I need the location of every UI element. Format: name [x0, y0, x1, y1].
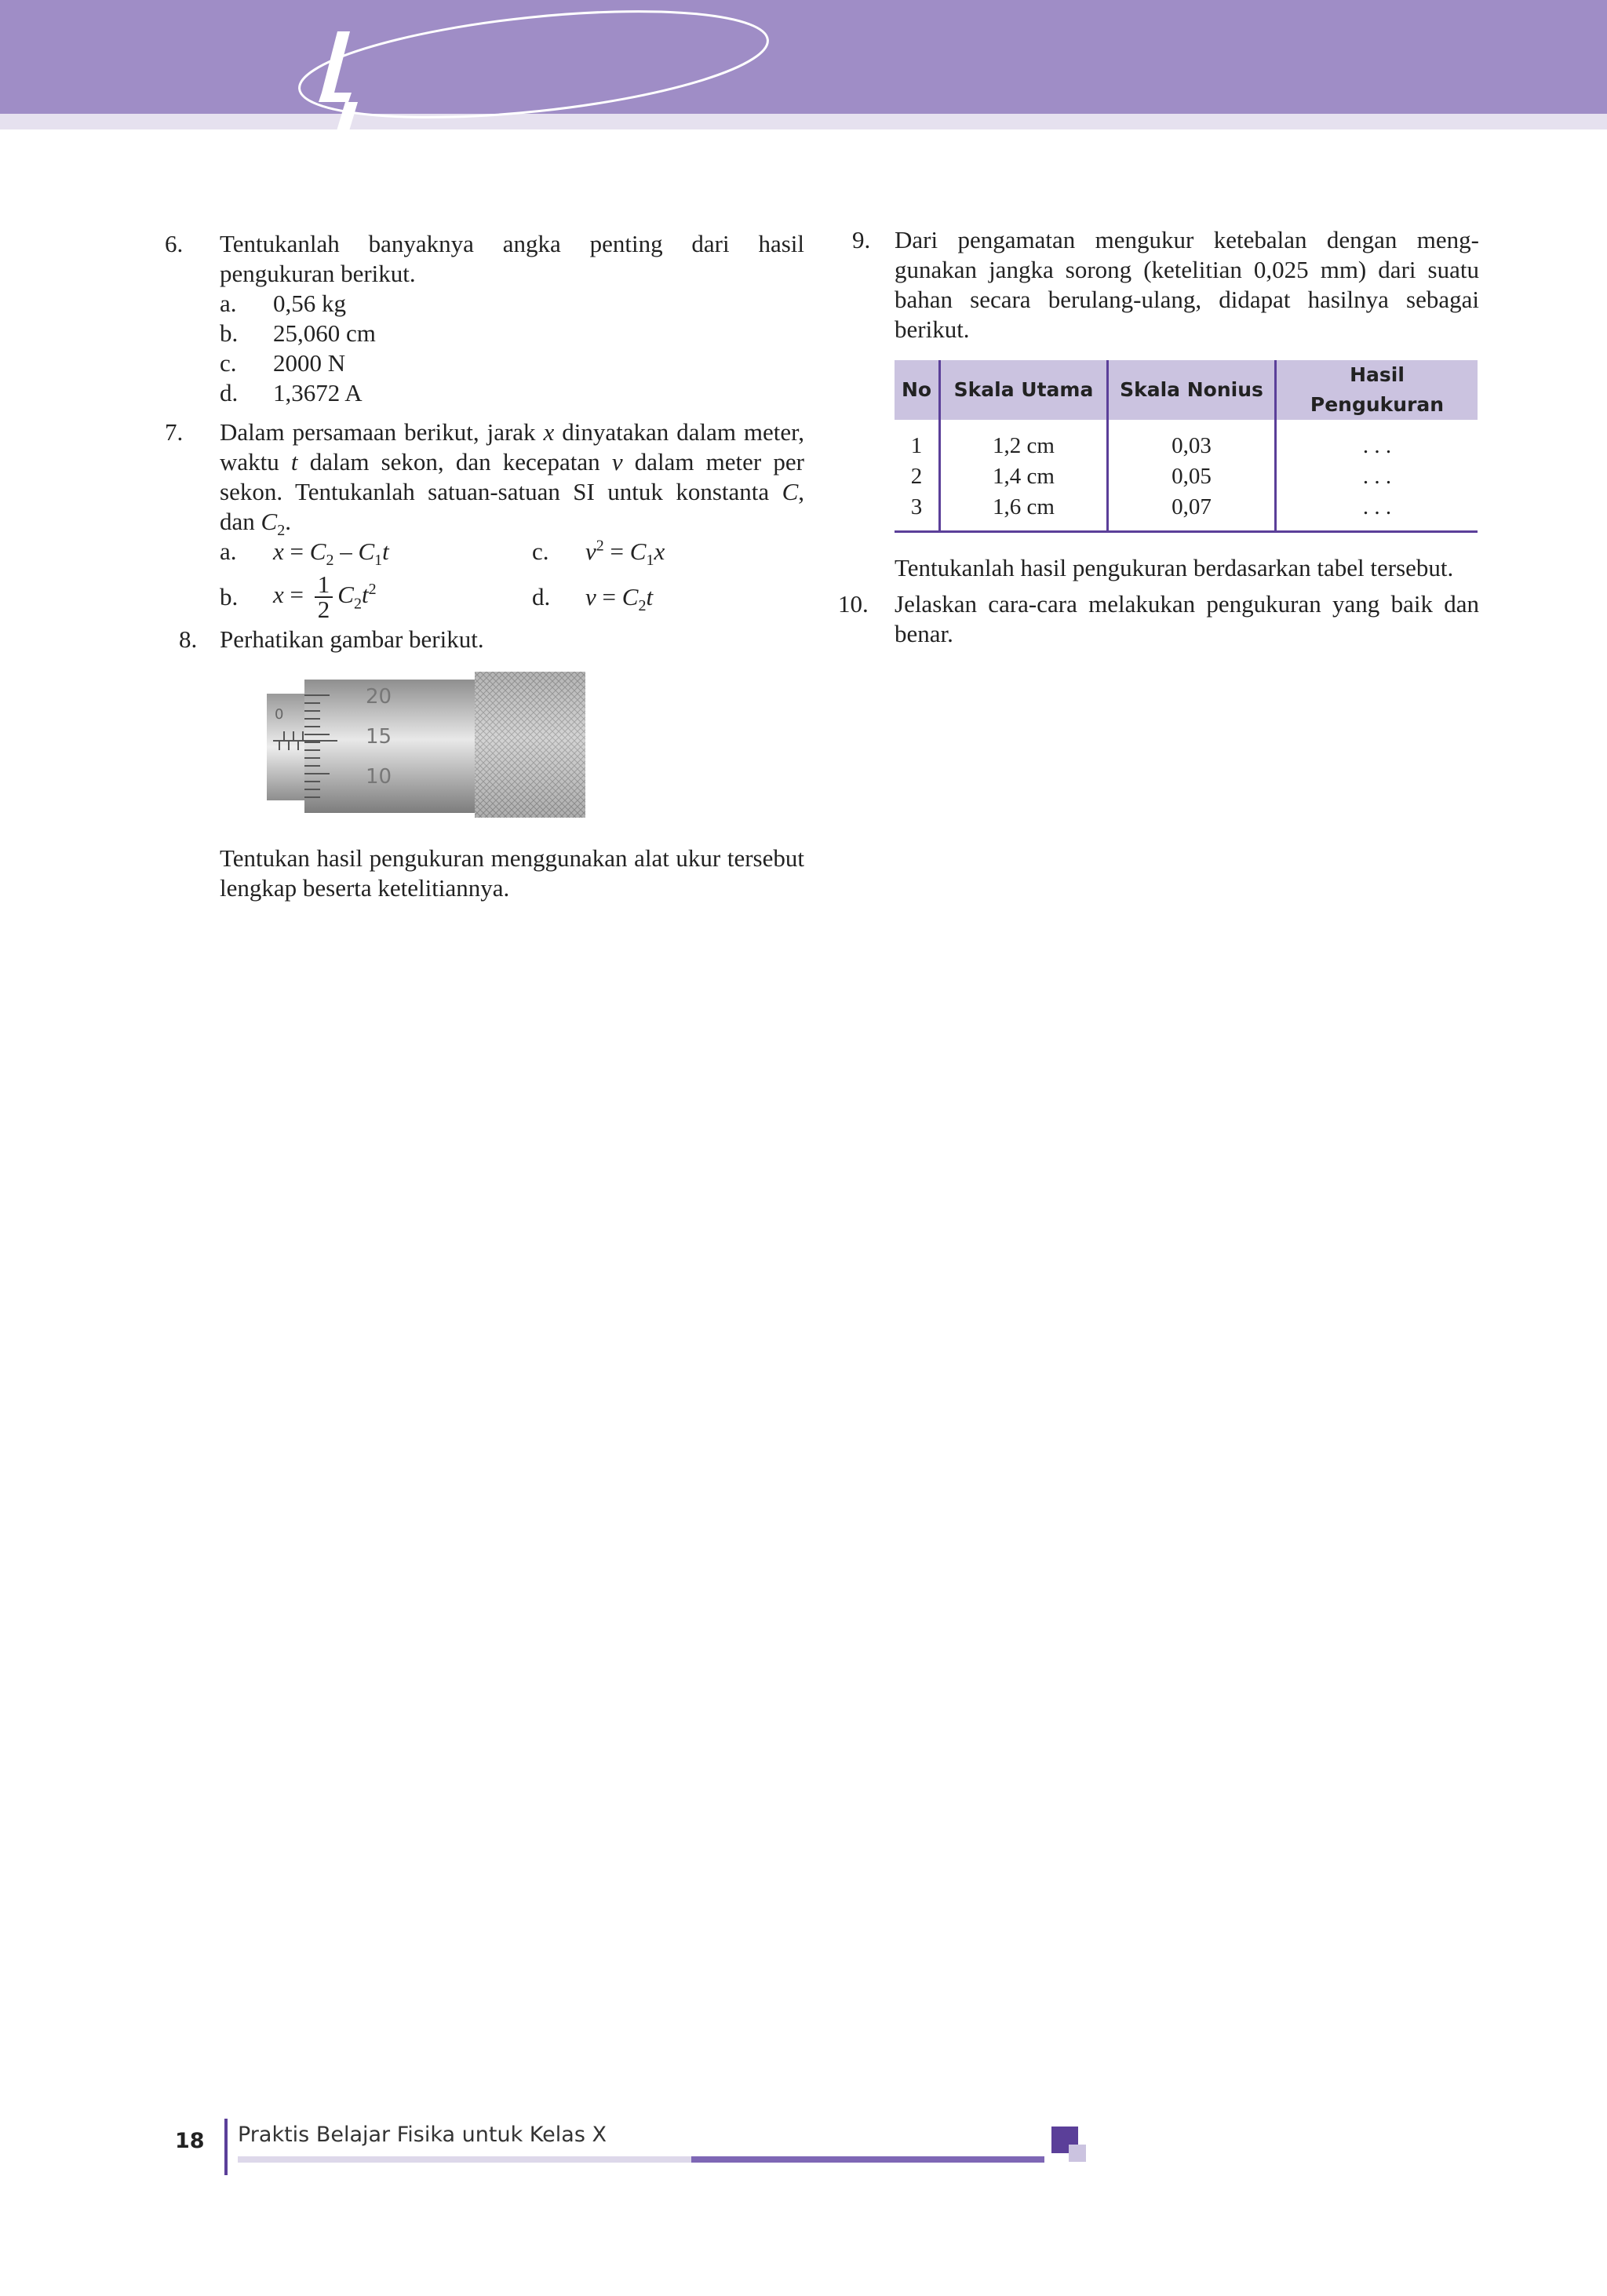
option-item: a. 0,56 kg [220, 290, 346, 317]
option-item: d. 1,3672 A [220, 379, 363, 406]
question-number: 10. [838, 590, 869, 618]
option-item: b. 25,060 cm [220, 319, 376, 347]
table-header-cell: Skala Utama [940, 360, 1108, 420]
equation: x = $\frac{1}{2}$ $C_2t^2$ [273, 570, 377, 623]
scale-label: 10 [366, 765, 392, 789]
equation-option-b: b. x = $\frac{1}{2}$ $C_2t^2$ [220, 570, 377, 623]
question-7 [165, 417, 804, 621]
question-number: 8. [179, 625, 198, 653]
question-text: Perhatikan gambar berikut. [220, 625, 484, 653]
equation: $v^2 = C_1x$ [585, 537, 665, 570]
equation-option-d: d. $v = C_2t$ [532, 583, 654, 615]
table-row: 2 1,4 cm 0,05 . . . [895, 462, 1478, 493]
question-followup: Tentukanlah hasil pengukuran berdasarkan tabel tersebut. [895, 554, 1454, 581]
table-header-cell: Skala Nonius [1108, 360, 1276, 420]
scale-label: 0 [275, 706, 284, 723]
footer-square-small-icon [1069, 2145, 1086, 2162]
table-header-row [895, 360, 1478, 420]
equation-option-c: c. $v^2 = C_1x$ [532, 537, 665, 570]
question-text: Jelaskan cara-cara melakukan pengukuran yang baik dan benar. [895, 590, 1479, 647]
table-row: 3 1,6 cm 0,07 . . . [895, 493, 1478, 532]
footer-rule-dark [691, 2156, 1044, 2163]
header-band [0, 0, 1607, 114]
micrometer-image [267, 672, 585, 818]
equation-options [220, 537, 804, 621]
table-row: 1 1,2 cm 0,03 . . . [895, 420, 1478, 462]
question-number: 6. [165, 230, 184, 257]
equation: $v = C_2t$ [585, 583, 654, 615]
question-number: 7. [165, 418, 184, 446]
question-text: Dari pengamatan mengukur ketebalan dengan meng-gunakan jangka sorong (ketelitian 0,025 mm) dari suatu bahan secara berulang-ulang, didapat hasilnya sebagai berikut. [895, 226, 1479, 343]
footer-divider [224, 2119, 228, 2175]
scale-label: 15 [366, 725, 392, 749]
table-header-cell: Hasil Pengukuran [1276, 360, 1478, 420]
question-9 [840, 225, 1479, 583]
question-followup: Tentukan hasil pengukuran menggunakan alat ukur tersebut lengkap beserta ketelitiannya. [220, 844, 804, 902]
question-text: Dalam persamaan berikut, jarak x dinyatakan dalam meter, waktu t dalam sekon, dan kecepatan v dalam meter per sekon. Tentukanlah satuan-satuan SI untuk konstanta C, dan $C_2$. [220, 418, 805, 540]
equation-option-a: a. $x = C_2 - C_1t$ [220, 538, 389, 570]
right-column [840, 225, 1479, 649]
book-title: Praktis Belajar Fisika untuk Kelas X [238, 2123, 607, 2147]
question-8 [165, 625, 804, 903]
question-10 [840, 589, 1479, 649]
left-column [165, 229, 804, 903]
footer-rule-light [238, 2156, 691, 2163]
option-item: c. 2000 N [220, 349, 346, 377]
option-list [220, 289, 804, 408]
question-number: 9. [852, 226, 871, 253]
question-6 [165, 229, 804, 408]
table-header-cell: No [895, 360, 940, 420]
page-number: 18 [175, 2129, 205, 2153]
equation: $x = C_2 - C_1t$ [273, 538, 389, 570]
header-swoosh-icon [267, 0, 777, 133]
question-text: Tentukanlah banyaknya angka penting dari hasil pengukuran berikut. [220, 230, 804, 287]
scale-label: 20 [366, 685, 392, 709]
header-strip [0, 114, 1607, 129]
measurement-table [895, 360, 1478, 533]
